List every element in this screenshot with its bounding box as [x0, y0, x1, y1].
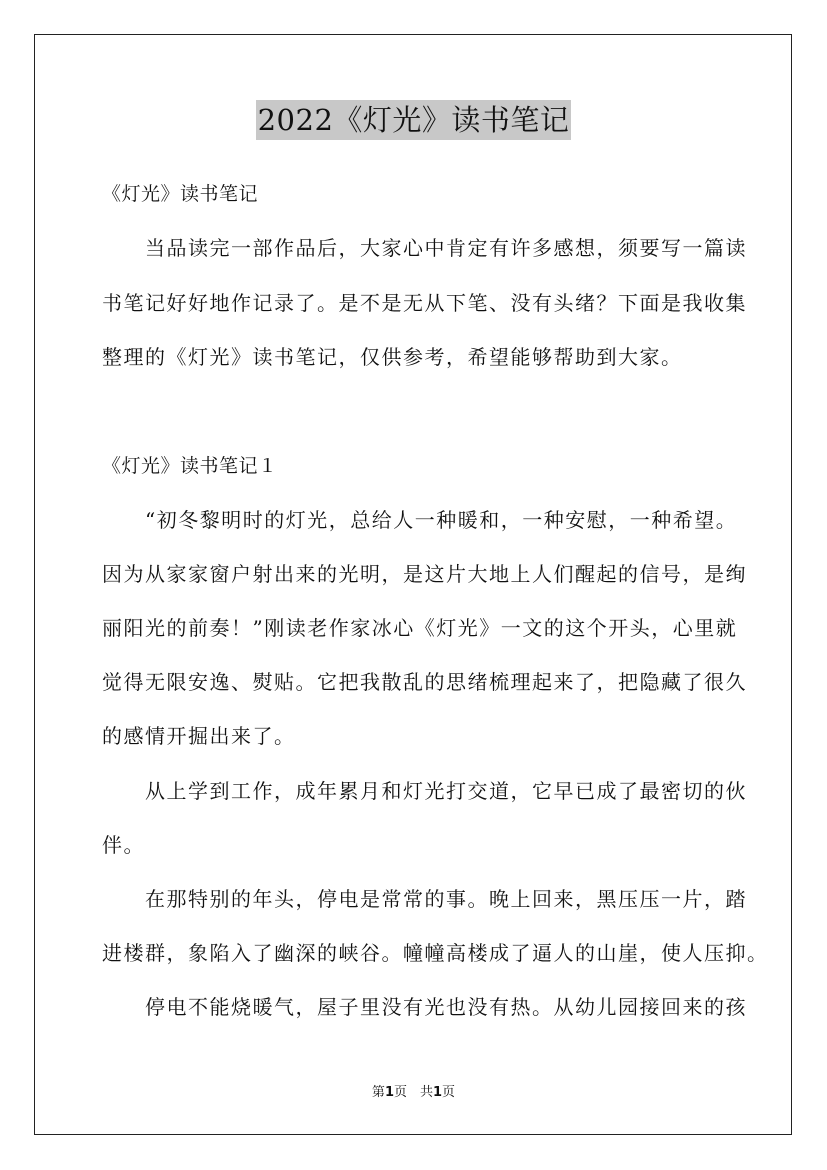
footer-page-suffix: 页 [442, 1085, 456, 1100]
body-line: 的感情开掘出来了。 [102, 724, 296, 748]
footer-page-mid: 页 共 [393, 1085, 433, 1100]
footer-page-prefix: 第 [371, 1085, 385, 1100]
title-container [0, 100, 827, 140]
body-line: 觉得无限安逸、熨贴。它把我散乱的思绪梳理起来了，把隐藏了很久 [102, 670, 747, 694]
body-line: 停电不能烧暖气，屋子里没有光也没有热。从幼儿园接回来的孩 [102, 995, 747, 1019]
body-line: “初冬黎明时的灯光，总给人一种暖和，一种安慰，一种希望。 [102, 508, 738, 532]
footer-page-number: 1 [384, 1085, 394, 1100]
page-footer [0, 1084, 827, 1102]
body-line: 进楼群，象陷入了幽深的峡谷。幢幢高楼成了逼人的山崖，使人压抑。 [102, 941, 769, 965]
footer-page-total: 1 [433, 1085, 443, 1100]
intro-heading: 《灯光》读书笔记 [102, 183, 259, 205]
body-line: 在那特别的年头，停电是常常的事。晚上回来，黑压压一片，踏 [102, 887, 747, 911]
intro-line: 整理的《灯光》读书笔记，仅供参考，希望能够帮助到大家。 [102, 345, 683, 369]
intro-line: 书笔记好好地作记录了。是不是无从下笔、没有头绪？下面是我收集 [102, 291, 747, 315]
body-line: 从上学到工作，成年累月和灯光打交道，它早已成了最密切的伙 [102, 779, 747, 803]
document-title: 2022《灯光》读书笔记 [256, 100, 572, 140]
body-line: 伴。 [102, 833, 145, 857]
body-line: 丽阳光的前奏！”刚读老作家冰心《灯光》一文的这个开头，心里就 [102, 616, 738, 640]
section1-heading: 《灯光》读书笔记１ [102, 455, 278, 477]
body-line: 因为从家家窗户射出来的光明，是这片大地上人们醒起的信号，是绚 [102, 562, 747, 586]
intro-line: 当品读完一部作品后，大家心中肯定有许多感想，须要写一篇读 [102, 236, 747, 260]
